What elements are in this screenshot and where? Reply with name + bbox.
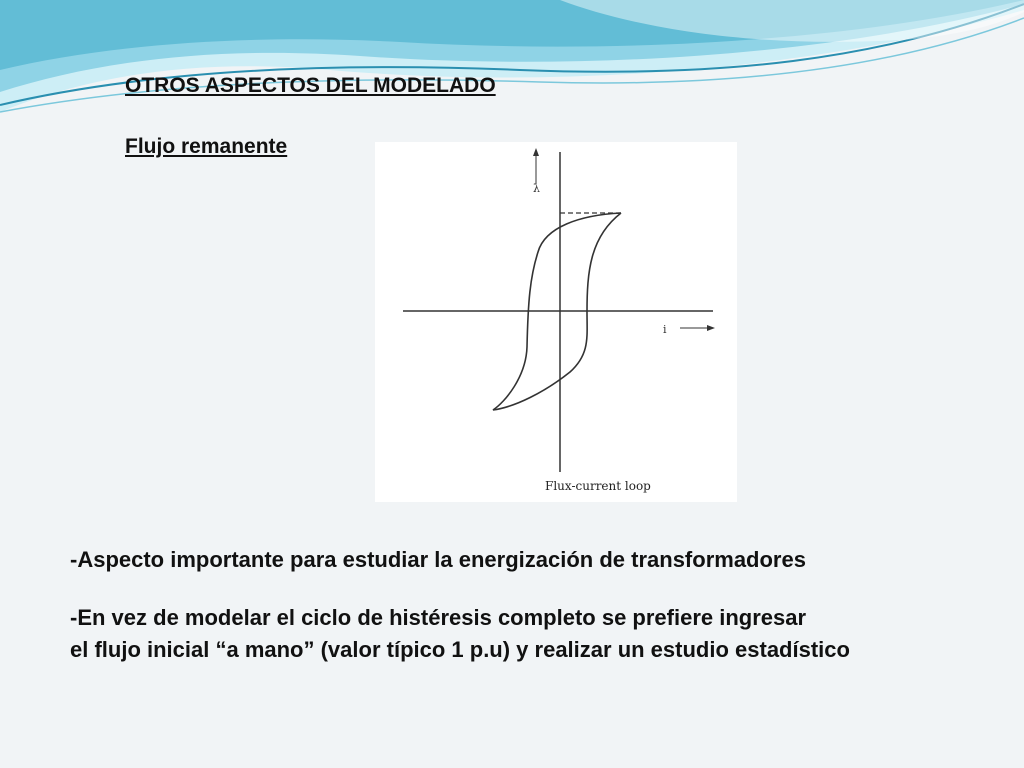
slide-title: OTROS ASPECTOS DEL MODELADO bbox=[125, 74, 496, 97]
bullet-energization: -Aspecto importante para estudiar la energización de transformadores bbox=[70, 547, 806, 572]
x-axis-arrowhead bbox=[707, 325, 715, 331]
header-wave-decoration bbox=[0, 0, 1024, 130]
x-axis-label: i bbox=[663, 323, 667, 336]
bullet-initial-flux-line-2: el flujo inicial “a mano” (valor típico 1 p.u) y realizar un estudio estadístico bbox=[70, 637, 850, 662]
hysteresis-figure bbox=[375, 142, 737, 502]
y-axis-label: λ bbox=[533, 182, 540, 195]
bullet-initial-flux-line-1: -En vez de modelar el ciclo de histéresis completo se prefiere ingresar bbox=[70, 605, 807, 630]
figure-caption: Flux-current loop bbox=[545, 479, 651, 493]
section-subtitle: Flujo remanente bbox=[125, 135, 288, 158]
y-axis-arrowhead bbox=[533, 148, 539, 156]
bullet-initial-flux bbox=[70, 602, 850, 666]
